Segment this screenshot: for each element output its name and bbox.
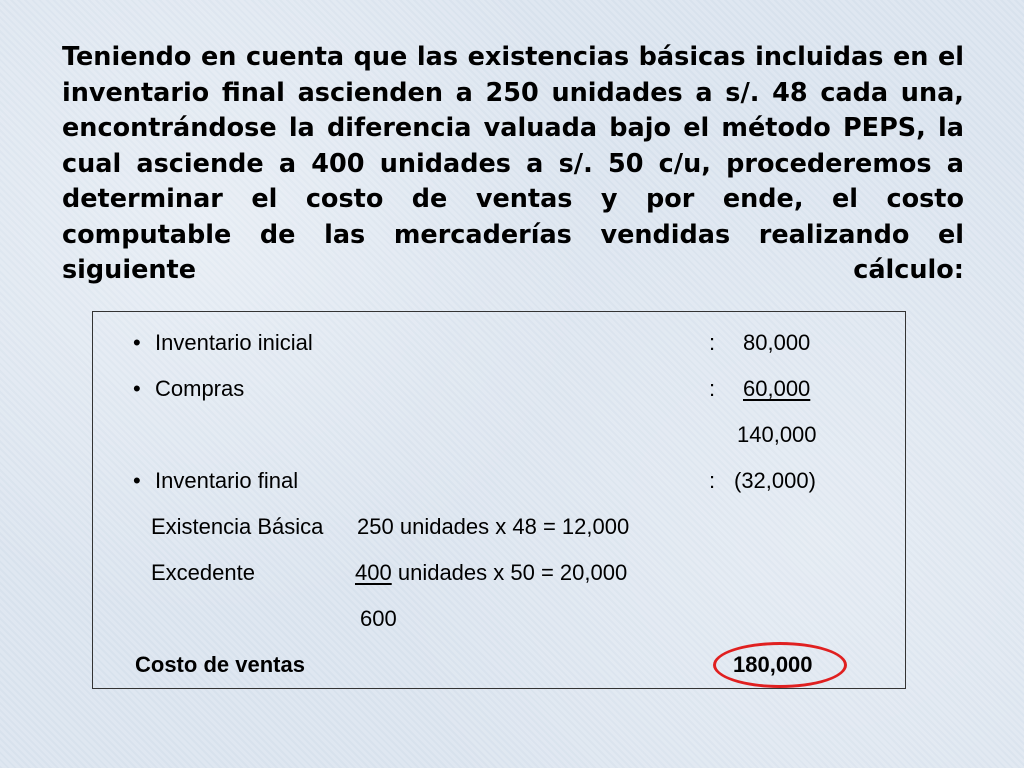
- excedente-formula: unidades x 50 = 20,000: [397, 560, 628, 585]
- costo-ventas-label: Costo de ventas: [135, 652, 305, 677]
- costo-ventas-amount: 180,000: [733, 652, 813, 677]
- inventario-final-amount: (32,000): [734, 468, 816, 493]
- calculation-box: [92, 311, 906, 689]
- row-existencia-basica: [93, 512, 905, 542]
- row-excedente: [93, 558, 905, 588]
- existencia-basica-formula: unidades x 48 = 12,000: [399, 514, 630, 539]
- bullet-icon: •: [133, 330, 141, 355]
- units-total: 600: [360, 606, 397, 631]
- existencia-basica-units: 250: [357, 514, 394, 539]
- row-inventario-final: [93, 466, 905, 496]
- inventario-inicial-label: Inventario inicial: [155, 330, 313, 355]
- row-compras: [93, 374, 905, 404]
- compras-label: Compras: [155, 376, 245, 401]
- colon: :: [709, 376, 716, 401]
- colon: :: [709, 468, 716, 493]
- row-units-total: [93, 604, 905, 634]
- inventario-inicial-amount: 80,000: [743, 330, 811, 355]
- existencia-basica-calc: [357, 512, 629, 542]
- colon: :: [709, 330, 716, 355]
- existencia-basica-label: Existencia Básica: [151, 514, 324, 539]
- bullet-icon: •: [133, 468, 141, 493]
- subtotal-amount: 140,000: [737, 422, 817, 447]
- slide-paragraph: Teniendo en cuenta que las existencias básicas incluidas en el inventario final ascienden a 250 unidades a s/. 48 cada una, encontrándose la diferencia valuada bajo el método PEPS, la cual asciende a 400 unidades a s/. 50 c/u, procederemos a determinar el costo de ventas y por ende, el costo computable de las mercaderías vendidas realizando el siguiente cálculo:: [62, 42, 964, 285]
- highlight-circle: [713, 642, 847, 688]
- excedente-label: Excedente: [151, 560, 255, 585]
- row-inventario-inicial: [93, 328, 905, 358]
- row-subtotal: [93, 420, 905, 450]
- bullet-icon: •: [133, 376, 141, 401]
- excedente-units: 400: [355, 560, 392, 585]
- inventario-final-label: Inventario final: [155, 468, 299, 493]
- compras-amount: 60,000: [743, 376, 811, 401]
- excedente-calc: [355, 558, 627, 588]
